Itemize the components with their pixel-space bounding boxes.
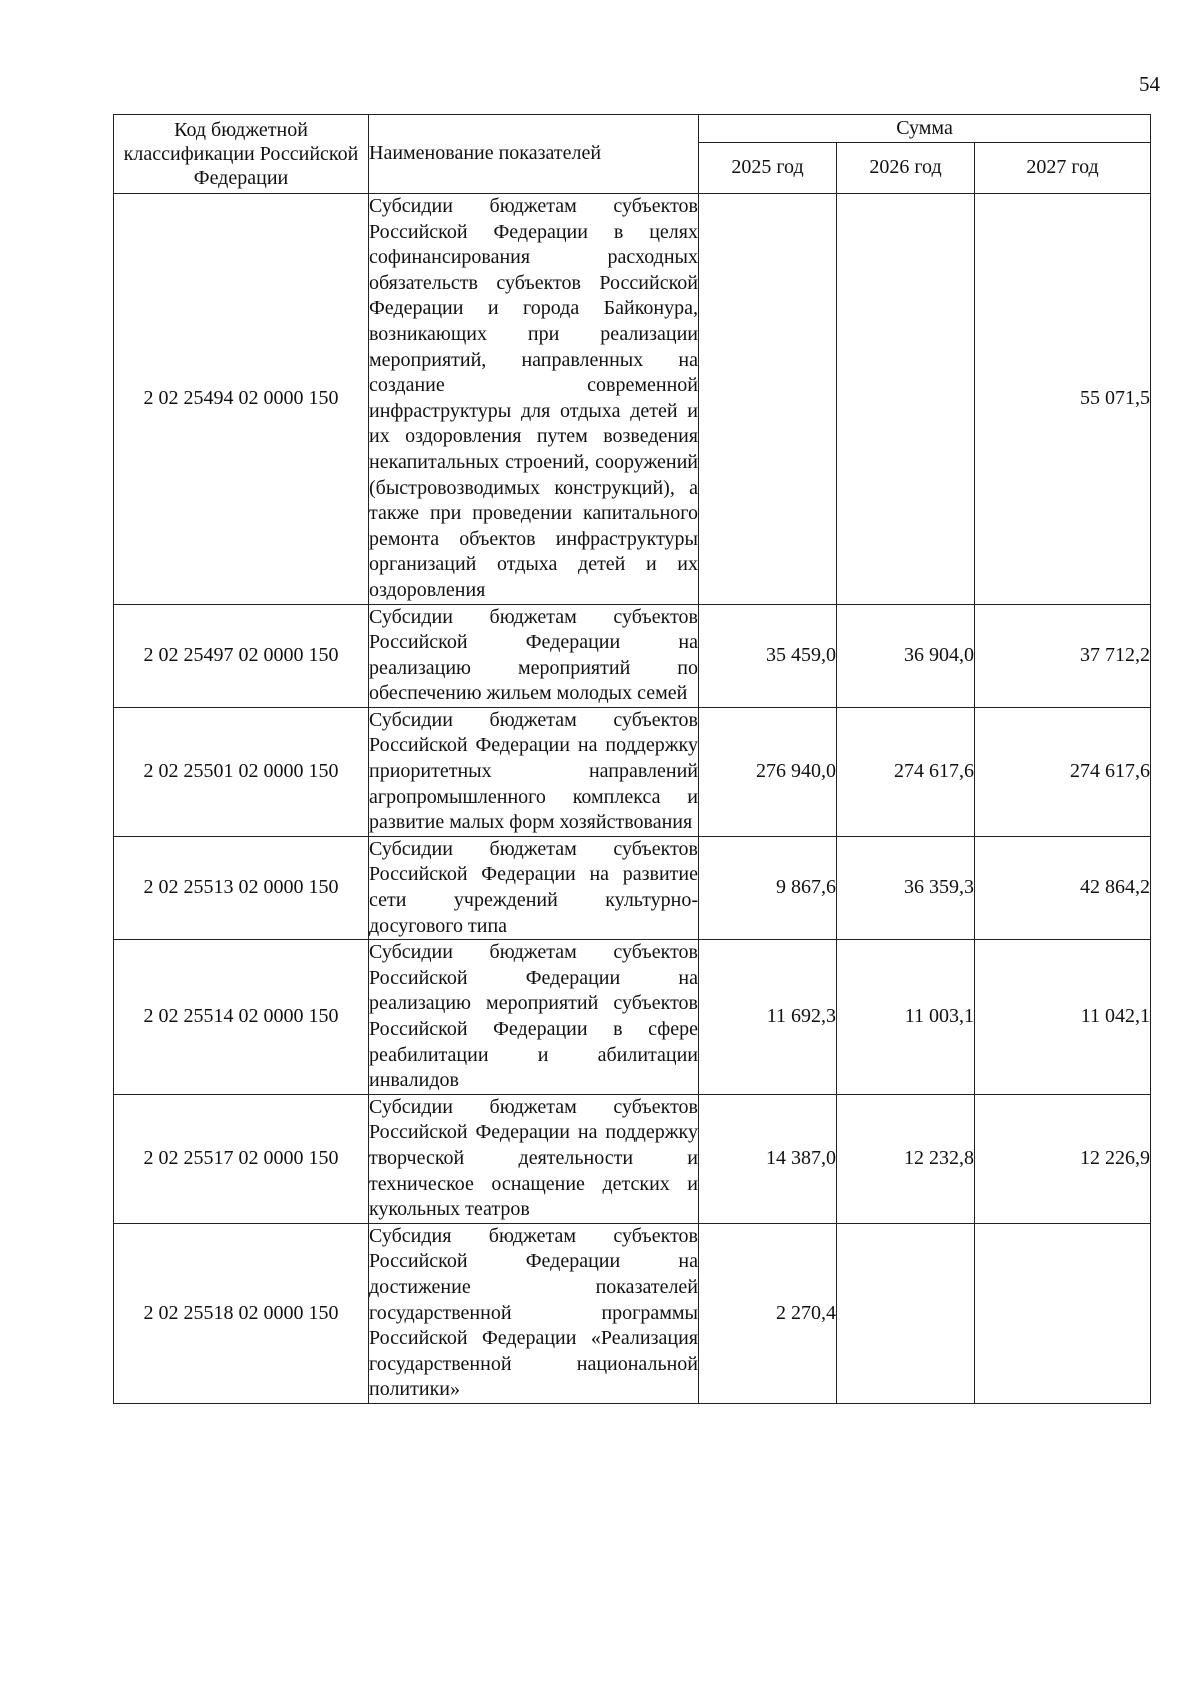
row-code: 2 02 25513 02 0000 150 <box>114 836 369 939</box>
row-value-2025: 9 867,6 <box>699 836 837 939</box>
row-value-2025: 14 387,0 <box>699 1094 837 1223</box>
header-name: Наименование показателей <box>369 115 699 194</box>
table-row <box>114 1223 1151 1403</box>
row-value-2025: 11 692,3 <box>699 940 837 1095</box>
row-value-2026: 36 904,0 <box>837 604 975 707</box>
table-row <box>114 940 1151 1095</box>
row-name: Субсидии бюджетам субъектов Российской Федерации на поддержку приоритетных направлений агропромышленного комплекса и развитие малых форм хозяйствования <box>369 707 699 836</box>
row-value-2025 <box>699 194 837 605</box>
row-value-2027: 37 712,2 <box>975 604 1151 707</box>
row-value-2025: 2 270,4 <box>699 1223 837 1403</box>
budget-table <box>113 114 1151 1404</box>
row-name: Субсидия бюджетам субъектов Российской Федерации на достижение показателей государственной программы Российской Федерации «Реализация государственной национальной политики» <box>369 1223 699 1403</box>
row-value-2027: 55 071,5 <box>975 194 1151 605</box>
table-row <box>114 1094 1151 1223</box>
row-name: Субсидии бюджетам субъектов Российской Федерации на развитие сети учреждений культурно-досугового типа <box>369 836 699 939</box>
header-sum: Сумма <box>699 115 1151 143</box>
table-row <box>114 194 1151 605</box>
row-value-2027: 11 042,1 <box>975 940 1151 1095</box>
row-value-2027: 42 864,2 <box>975 836 1151 939</box>
row-value-2027: 274 617,6 <box>975 707 1151 836</box>
page-number: 54 <box>1139 72 1160 96</box>
row-name: Субсидии бюджетам субъектов Российской Федерации на реализацию мероприятий субъектов Российской Федерации в сфере реабилитации и абилитации инвалидов <box>369 940 699 1095</box>
header-code: Код бюджетной классификации Российской Федерации <box>114 115 369 194</box>
row-name: Субсидии бюджетам субъектов Российской Федерации на реализацию мероприятий по обеспечению жильем молодых семей <box>369 604 699 707</box>
row-value-2026 <box>837 1223 975 1403</box>
header-year-2027: 2027 год <box>975 143 1151 194</box>
row-code: 2 02 25514 02 0000 150 <box>114 940 369 1095</box>
row-code: 2 02 25494 02 0000 150 <box>114 194 369 605</box>
row-code: 2 02 25501 02 0000 150 <box>114 707 369 836</box>
row-value-2026: 12 232,8 <box>837 1094 975 1223</box>
row-value-2027 <box>975 1223 1151 1403</box>
row-name: Субсидии бюджетам субъектов Российской Федерации в целях софинансирования расходных обязательств субъектов Российской Федерации и города Байконура, возникающих при реализации мероприятий, направленных на создание современной инфраструктуры для отдыха детей и их оздоровления путем возведения некапитальных строений, сооружений (быстровозводимых конструкций), а также при проведении капитального ремонта объектов инфраструктуры организаций отдыха детей и их оздоровления <box>369 194 699 605</box>
row-name: Субсидии бюджетам субъектов Российской Федерации на поддержку творческой деятельности и техническое оснащение детских и кукольных театров <box>369 1094 699 1223</box>
row-value-2025: 276 940,0 <box>699 707 837 836</box>
table-row <box>114 604 1151 707</box>
row-value-2026: 11 003,1 <box>837 940 975 1095</box>
row-value-2025: 35 459,0 <box>699 604 837 707</box>
row-value-2026: 36 359,3 <box>837 836 975 939</box>
row-value-2027: 12 226,9 <box>975 1094 1151 1223</box>
row-code: 2 02 25517 02 0000 150 <box>114 1094 369 1223</box>
header-row-top <box>114 115 1151 143</box>
table-row <box>114 707 1151 836</box>
row-value-2026: 274 617,6 <box>837 707 975 836</box>
row-value-2026 <box>837 194 975 605</box>
header-year-2026: 2026 год <box>837 143 975 194</box>
table-row <box>114 836 1151 939</box>
header-year-2025: 2025 год <box>699 143 837 194</box>
row-code: 2 02 25518 02 0000 150 <box>114 1223 369 1403</box>
row-code: 2 02 25497 02 0000 150 <box>114 604 369 707</box>
